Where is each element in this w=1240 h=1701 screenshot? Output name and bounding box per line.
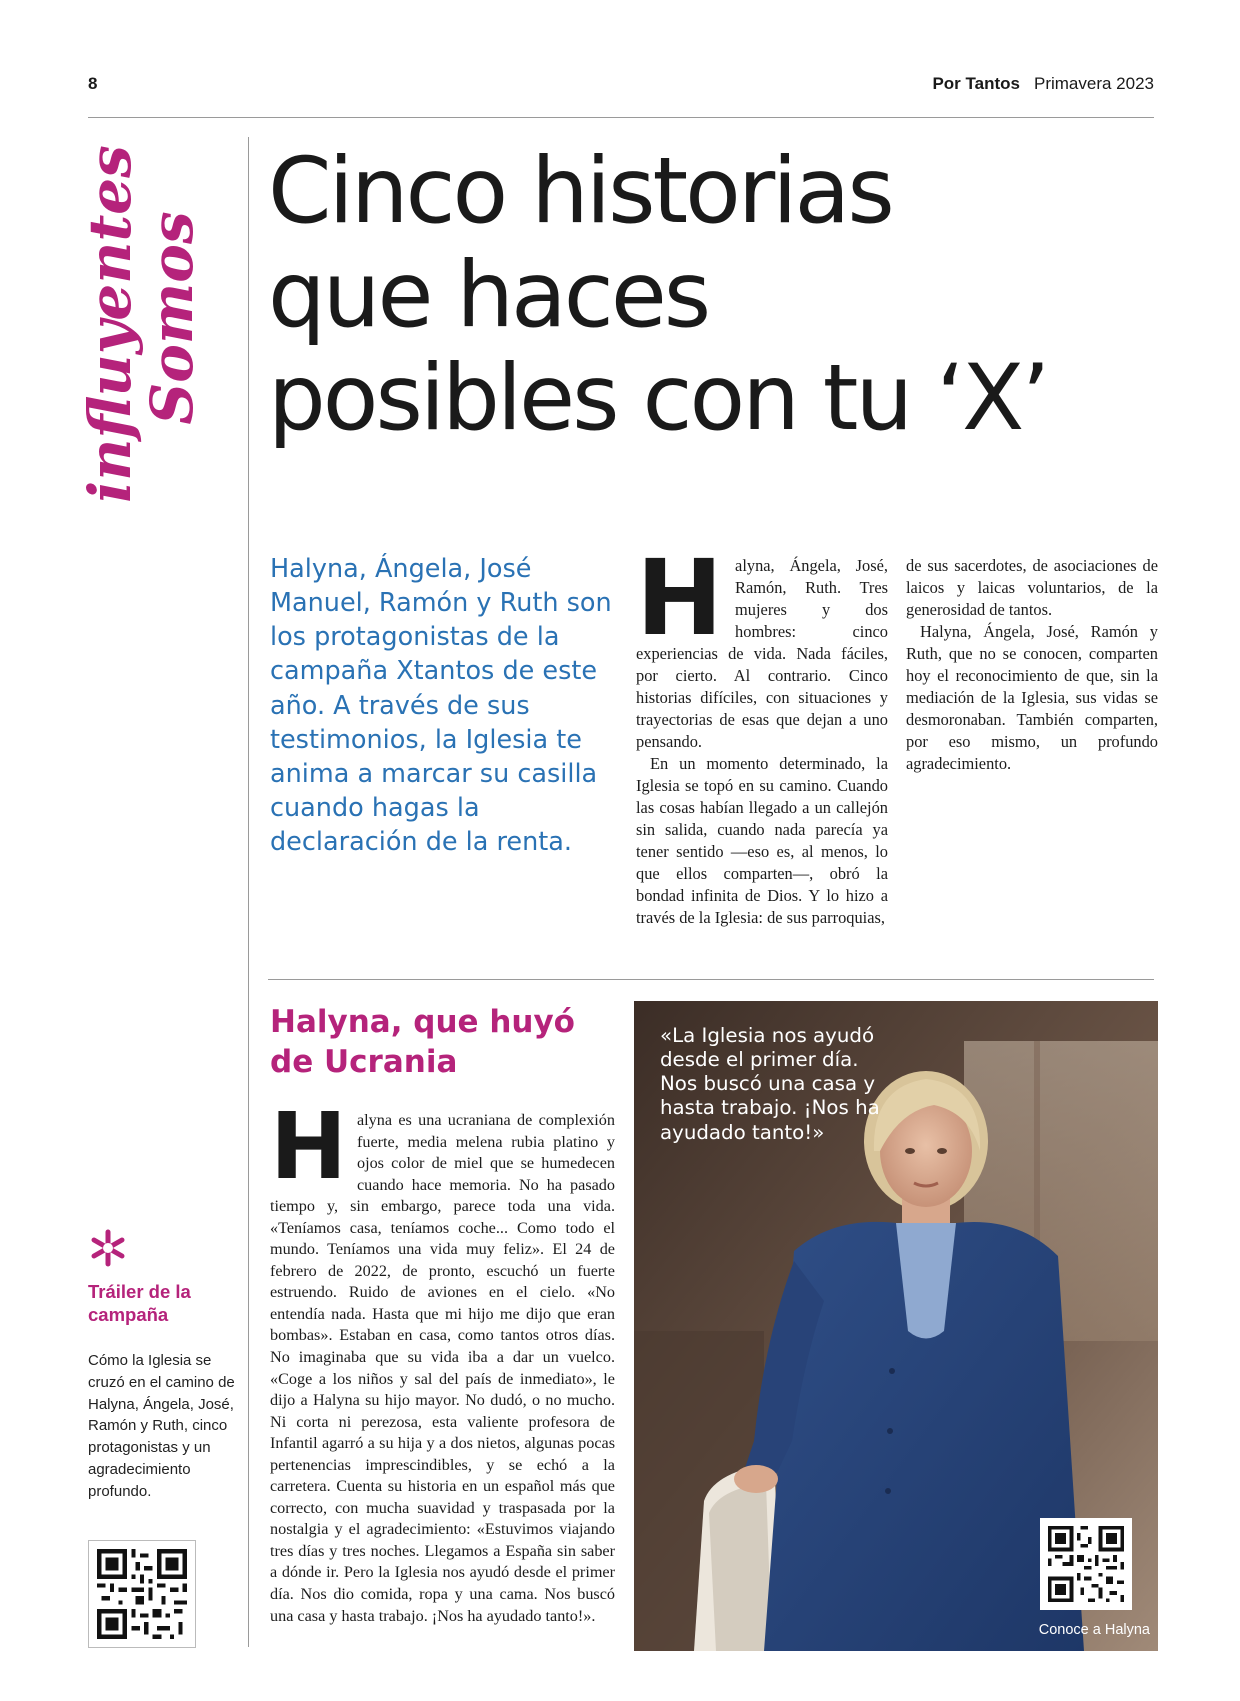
lead-paragraph: Halyna, Ángela, José Manuel, Ramón y Ruth son los protagonistas de la campaña Xtantos de este año. A través de sus testimonios, la Iglesia te anima a marcar su casilla cuando hagas la declaración de la renta. bbox=[270, 554, 612, 858]
section-divider bbox=[268, 979, 1154, 980]
story-title-rest: , que huyó de Ucrania bbox=[270, 1004, 575, 1080]
intro-paragraph: En un momento determinado, la Iglesia se topó en su camino. Cuando las cosas habían llegado a un callejón sin salida, cuando nada parecía ya tener sentido —eso es, al menos, lo que ellos comparten—, obró la bondad infinita de Dios. Y lo hizo a través de la Iglesia: de sus parroquias, bbox=[636, 753, 888, 927]
running-header bbox=[932, 74, 1154, 94]
page-number: 8 bbox=[88, 74, 98, 93]
qr-caption: Conoce a Halyna bbox=[1038, 1622, 1150, 1638]
trailer-title: Tráiler de la campaña bbox=[88, 1281, 191, 1326]
trailer-qr-code[interactable] bbox=[88, 1540, 196, 1648]
story-title-name: Halyna bbox=[270, 1004, 391, 1040]
section-label-line2: influyentes bbox=[76, 145, 144, 503]
intro-paragraph: de sus sacerdotes, de asociaciones de laicos y laicas voluntarios, de la generosidad de tantos. bbox=[906, 556, 1158, 619]
issue-label: Primavera 2023 bbox=[1033, 74, 1154, 93]
publication-name: Por Tantos bbox=[932, 74, 1020, 93]
section-label-graphic bbox=[72, 128, 222, 508]
drop-cap: H bbox=[636, 537, 724, 659]
headline bbox=[268, 140, 1168, 451]
header-divider bbox=[88, 117, 1154, 118]
headline-line: que haces bbox=[268, 242, 709, 348]
story-text: alyna es una ucraniana de complexión fuerte, media melena rubia platino y ojos color de miel que se humedecen cuando hace memoria. No ha pasado tiempo y, sin embargo, parece toda una vida. «Teníamos casa, teníamos coche... Como todo el mundo. Teníamos una vida muy feliz». El 24 de febrero de 2022, de pronto, escuchó un fuerte estruendo. Ruido de aviones en el cielo. «No entendía nada. Hasta que mi hijo me dijo que eran bombas». Estaban en casa, como tantos otros días. No imaginaba que su vida iba a dar un vuelco. «Coge a los niños y sal del país de inmediato», le dijo a Halyna su hijo mayor. No dudó, o no mucho. Ni corta ni perezosa, esta valiente profesora de Infantil agarró a su hija y a dos nietos, algunas pocas pertenencias imprescindibles, y se echó a la carretera. Cuenta su historia en un español más que correcto, con mucha suavidad y traspasada por la nostalgia y el agradecimiento: «Estuvimos viajando tres días y tres noches. Llegamos a España sin saber a dónde ir. Pero la Iglesia nos ayudó desde el primer día. Nos dio comida, ropa y una cama. Nos buscó una casa y hasta trabajo. ¡Nos ha ayudado tanto!». bbox=[270, 1111, 615, 1625]
intro-column-2 bbox=[906, 555, 1158, 775]
qr-code-graphic bbox=[1048, 1526, 1124, 1602]
story-body bbox=[270, 1093, 615, 1627]
asterisk-icon bbox=[88, 1228, 238, 1273]
section-label bbox=[72, 128, 222, 508]
intro-paragraph bbox=[636, 537, 888, 753]
headline-line: Cinco historias bbox=[268, 139, 892, 244]
halyna-qr-code[interactable] bbox=[1040, 1518, 1132, 1610]
column-divider bbox=[248, 137, 249, 1647]
trailer-description: Cómo la Iglesia se cruzó en el camino de Halyna, Ángela, José, Ramón y Ruth, cinco protagonistas y un agradecimiento profundo. bbox=[88, 1352, 235, 1500]
intro-column-1 bbox=[636, 537, 888, 929]
section-label-line1: Somos bbox=[138, 211, 206, 425]
headline-line: posibles con tu ‘X’ bbox=[268, 346, 1048, 452]
qr-code-graphic bbox=[97, 1549, 187, 1639]
pull-quote: «La Iglesia nos ayudó desde el primer día. Nos buscó una casa y hasta trabajo. ¡Nos ha ayudado tanto!» bbox=[660, 1024, 880, 1144]
story-title bbox=[270, 1003, 600, 1082]
intro-paragraph: Halyna, Ángela, José, Ramón y Ruth, que no se conocen, comparten hoy el reconocimiento de que, sin la mediación de la Iglesia, sus vidas se desmoronaban. También comparten, por eso mismo, un profundo agradecimiento. bbox=[906, 621, 1158, 773]
intro-text: alyna, Ángela, José, Ramón, Ruth. Tres mujeres y dos hombres: cinco experiencias de vida. Nada fáciles, por cierto. Al contrario. Cinco historias difíciles, con situaciones y trayectorias de esas que dejan a uno pensando. bbox=[636, 556, 888, 751]
drop-cap: H bbox=[270, 1093, 347, 1200]
